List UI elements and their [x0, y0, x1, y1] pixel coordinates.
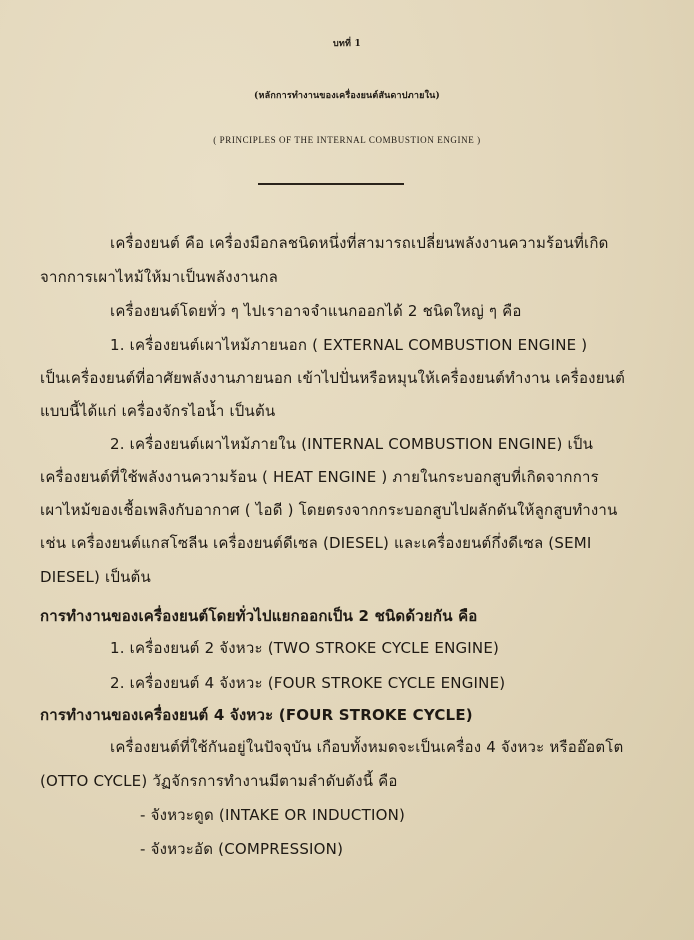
paragraph-line: เครื่องยนต์ที่ใช้กันอยู่ในปัจจุบัน เกือบทั้งหมดจะเป็นเครื่อง 4 จังหวะ หรืออ๊อตโต [110, 738, 624, 756]
list-item: 1. เครื่องยนต์ 2 จังหวะ (TWO STROKE CYCLE ENGINE) [110, 639, 500, 657]
list-item: 2. เครื่องยนต์เผาไหม้ภายใน (INTERNAL COMBUSTION ENGINE) เป็น [110, 435, 594, 453]
paragraph-line: เครื่องยนต์ คือ เครื่องมือกลชนิดหนึ่งที่สามารถเปลี่ยนพลังงานความร้อนที่เกิด [110, 234, 609, 252]
list-item: 2. เครื่องยนต์ 4 จังหวะ (FOUR STROKE CYCLE ENGINE) [110, 674, 506, 692]
paragraph-line: (OTTO CYCLE) วัฏจักรการทำงานมีตามลำดับดังนี้ คือ [40, 772, 398, 790]
paragraph-line: เครื่องยนต์โดยทั่ว ๆ ไปเราอาจจำแนกออกได้ 2 ชนิดใหญ่ ๆ คือ [110, 302, 522, 320]
chapter-heading: บทที่ 1 [333, 39, 361, 49]
paragraph-line: เช่น เครื่องยนต์แกสโซลีน เครื่องยนต์ดีเซล (DIESEL) และเครื่องยนต์กึ่งดีเซล (SEMI [40, 534, 592, 552]
section-heading: การทำงานของเครื่องยนต์โดยทั่วไปแยกออกเป็น 2 ชนิดด้วยกัน คือ [40, 607, 478, 625]
paragraph-line: เป็นเครื่องยนต์ที่อาศัยพลังงานภายนอก เข้าไปปั่นหรือหมุนให้เครื่องยนต์ทำงาน เครื่องยนต์ [40, 369, 626, 387]
chapter-title-english: ( PRINCIPLES OF THE INTERNAL COMBUSTION ENGINE ) [213, 135, 481, 145]
list-item: - จังหวะดูด (INTAKE OR INDUCTION) [140, 806, 406, 824]
paragraph-line: เผาไหม้ของเชื้อเพลิงกับอากาศ ( ไอดี ) โดยตรงจากกระบอกสูบไปผลักดันให้ลูกสูบทำงาน [40, 501, 618, 519]
paragraph-line: แบบนี้ได้แก่ เครื่องจักรไอน้ำ เป็นต้น [40, 402, 276, 420]
chapter-title-thai: (หลักการทำงานของเครื่องยนต์สันดาปภายใน) [254, 91, 440, 101]
list-item: 1. เครื่องยนต์เผาไหม้ภายนอก ( EXTERNAL COMBUSTION ENGINE ) [110, 336, 588, 354]
paragraph-line: DIESEL) เป็นต้น [40, 568, 151, 586]
list-item: - จังหวะอัด (COMPRESSION) [140, 840, 344, 858]
paragraph-line: จากการเผาไหม้ให้มาเป็นพลังงานกล [40, 268, 279, 286]
section-heading: การทำงานของเครื่องยนต์ 4 จังหวะ (FOUR STROKE CYCLE) [40, 706, 473, 724]
paragraph-line: เครื่องยนต์ที่ใช้พลังงานความร้อน ( HEAT ENGINE ) ภายในกระบอกสูบที่เกิดจากการ [40, 468, 599, 486]
title-divider [258, 183, 404, 185]
